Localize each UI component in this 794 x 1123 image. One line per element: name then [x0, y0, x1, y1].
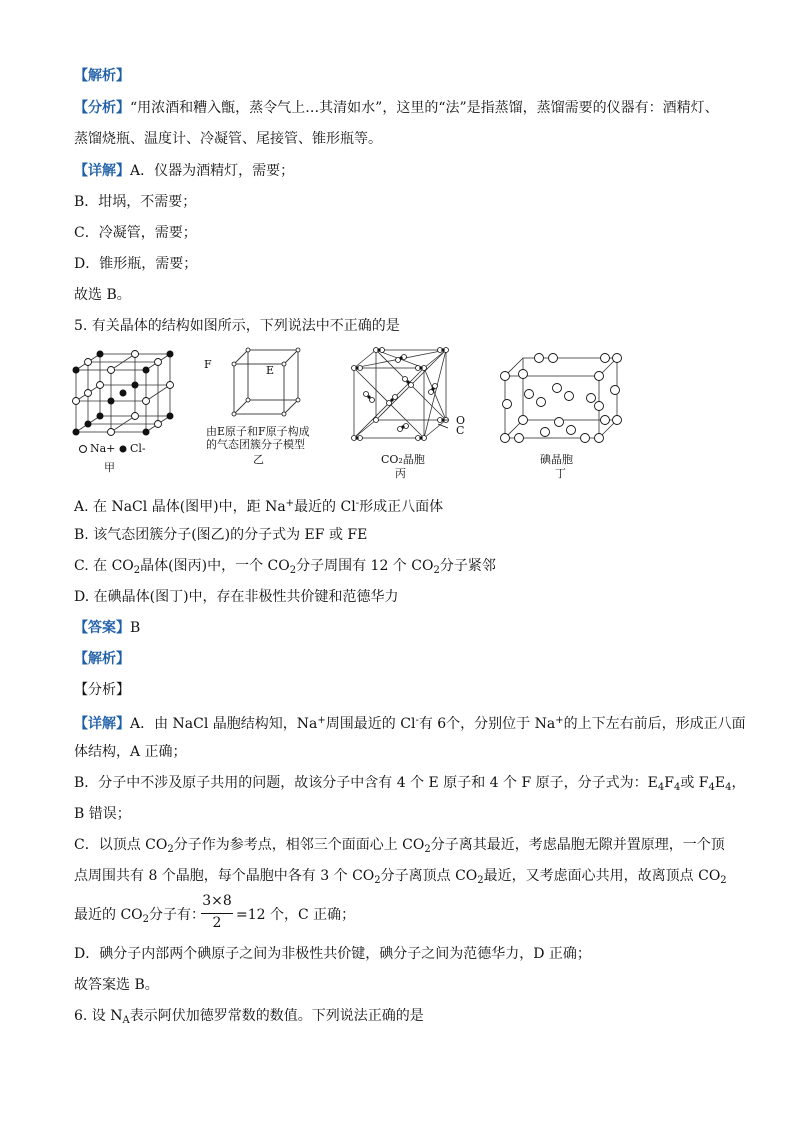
fraction-numerator: 3×8 — [202, 893, 232, 909]
figure-ding-caption: 碘晶胞 — [540, 453, 573, 466]
atom-e-label: E — [266, 364, 275, 377]
question-6-stem: 6. 设 $N_A$表示阿伏加德罗常数的数值。下列说法正确的是 — [74, 1008, 424, 1026]
detail-line-d: D．锥形瓶，需要； — [74, 256, 198, 272]
nacl-crystal-figure — [70, 350, 180, 440]
detail-b-line-2: B 错误； — [74, 806, 131, 822]
iodine-cell-figure — [495, 352, 625, 446]
na-legend-label: Na+ — [90, 442, 116, 455]
cluster-cube-figure — [228, 346, 308, 418]
cl-legend-icon — [118, 444, 128, 454]
cl-legend-label: Cl- — [130, 442, 146, 455]
figure-yi-caption-1: 由E原子和F原子构成 — [206, 425, 310, 438]
question-5-stem: 5. 有关晶体的结构如图所示，下列说法中不正确的是 — [74, 318, 400, 334]
xiangjie-tag-5: 【详解】 — [74, 716, 130, 732]
figure-yi-caption-2: 的气态团簇分子模型 — [206, 438, 305, 451]
oxygen-label: O — [456, 414, 466, 427]
detail-b-line-1: B．分子中不涉及原子共用的问题，故该分子中含有 4 个 E 原子和 4 个 F 原子，分子式为：$E_4F_4$或 $F_4E_4$， — [74, 775, 746, 793]
jiexi-heading: 【解析】 — [74, 68, 130, 84]
detail-c-line-3a: 最近的 $CO_2$分子有： — [74, 907, 206, 925]
carbon-label: C — [456, 424, 465, 437]
answer-line-5 — [74, 618, 140, 638]
fenxi-text: “用浓酒和糟入甑，蒸令气上…其清如水”，这里的“法”是指蒸馏，蒸馏需要的仪器有：酒精灯、 — [130, 100, 719, 116]
detail-line-c: C．冷凝管，需要； — [74, 225, 197, 241]
analysis-line-1 — [74, 98, 719, 118]
final-answer-5: 故答案选 B。 — [74, 977, 159, 993]
detail-c-line-1: C．以顶点 $CO_2$分子作为参考点，相邻三个面面心上 $CO_2$分子离其最近，考虑晶胞无隙并置原理，一个顶 — [74, 837, 725, 855]
fenxi-heading-5: 【分析】 — [74, 682, 130, 698]
option-c: C. 在 $CO_2$晶体(图丙)中，一个 $CO_2$分子周围有 12 个 $CO_2$分子紧邻 — [74, 558, 496, 576]
answer-line: 故选 B。 — [74, 287, 131, 303]
answer-value: B — [130, 620, 141, 636]
na-legend-icon — [78, 444, 88, 454]
option-b: B. 该气态团簇分子(图乙)的分子式为 EF 或 FE — [74, 527, 368, 543]
fraction-bar — [201, 913, 233, 914]
option-d: D. 在碘晶体(图丁)中，存在非极性共价键和范德华力 — [74, 589, 399, 605]
figure-ding-name: 丁 — [555, 467, 566, 480]
figure-bing-name: 丙 — [395, 467, 406, 480]
figure-bing-caption: CO₂晶胞 — [381, 453, 425, 466]
figure-yi-name: 乙 — [253, 453, 264, 466]
fraction-denominator: 2 — [212, 915, 222, 931]
atom-f-label: F — [204, 358, 212, 371]
detail-c-line-2: 点周围共有 8 个晶胞，每个晶胞中各有 3 个 $CO_2$分子离顶点 $CO_2$最近，又考虑面心共用，故离顶点 $CO_2$ — [74, 868, 727, 886]
figure-jia-name: 甲 — [104, 461, 115, 474]
co2-cell-figure — [350, 346, 454, 446]
fenxi-tag: 【分析】 — [74, 100, 130, 116]
detail-a-text: A．仪器为酒精灯，需要； — [130, 163, 295, 179]
detail-d-line: D．碘分子内部两个碘原子之间为非极性共价键，碘分子之间为范德华力，D 正确； — [74, 946, 591, 962]
detail-c-line-3b: =12 个，C 正确； — [236, 907, 356, 923]
answer-tag: 【答案】 — [74, 620, 130, 636]
jiexi-heading-5: 【解析】 — [74, 651, 130, 667]
analysis-line-2: 蒸馏烧瓶、温度计、冷凝管、尾接管、锥形瓶等。 — [74, 131, 382, 147]
detail-a-line-1: 【详解】A．由 NaCl 晶胞结构知，Na+周围最近的 Cl-有 6个，分别位于 Na+的上下左右前后，形成正八面 — [74, 715, 746, 732]
detail-line-b: B．坩埚，不需要； — [74, 194, 197, 210]
detail-line-a — [74, 161, 294, 181]
xiangjie-tag: 【详解】 — [74, 163, 130, 179]
option-a: A. 在 NaCl 晶体(图甲)中，距 Na+最近的 Cl-形成正八面体 — [74, 498, 444, 515]
detail-a-line-2: 体结构，A 正确； — [74, 744, 187, 760]
